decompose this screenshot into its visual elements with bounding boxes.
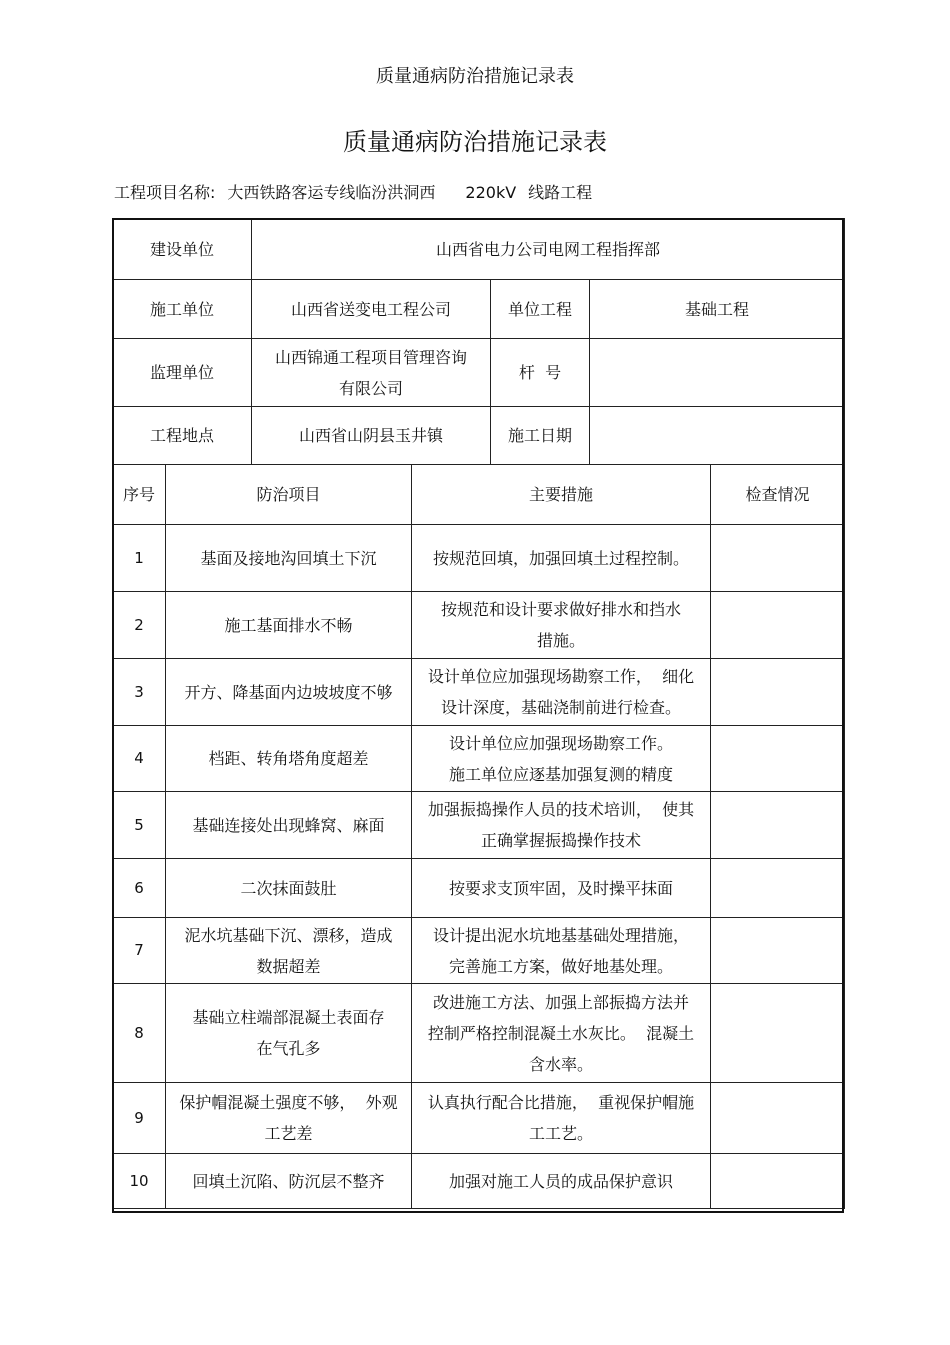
row-number: 10 xyxy=(113,1154,166,1209)
row-measure-line: 措施。 xyxy=(536,631,585,650)
row-number: 7 xyxy=(113,918,166,984)
table-row xyxy=(113,726,845,792)
supervisor-value xyxy=(252,339,491,407)
row-item-line: 档距、转角塔角度超差 xyxy=(208,749,369,768)
row-item xyxy=(166,1083,412,1154)
row-measure-line: 按要求支顶牢固，及时操平抹面 xyxy=(448,878,673,898)
column-header-item: 防治项目 xyxy=(166,465,412,525)
row-measure-line: 设计单位应加强现场勘察工作， 细化 xyxy=(427,667,695,686)
row-measure xyxy=(412,1083,711,1154)
row-measure xyxy=(412,984,711,1083)
document-header-title: 质量通病防治措施记录表 xyxy=(376,66,574,87)
date-value xyxy=(590,407,845,465)
row-measure xyxy=(412,859,711,918)
row-item-line: 基面及接地沟回填土下沉 xyxy=(200,548,377,568)
row-number: 2 xyxy=(113,592,166,659)
table-row xyxy=(113,1154,845,1209)
pole-label: 杆 号 xyxy=(491,339,590,407)
location-value: 山西省山阴县玉井镇 xyxy=(252,407,491,465)
construction-org-label: 建设单位 xyxy=(113,219,252,280)
row-measure-line: 完善施工方案，做好地基处理。 xyxy=(448,956,673,976)
row-check xyxy=(711,726,845,792)
row-measure-line: 认真执行配合比措施， 重视保护帽施 xyxy=(427,1093,695,1112)
row-item xyxy=(166,918,412,984)
unit-project-value: 基础工程 xyxy=(590,280,845,339)
row-measure-line: 改进施工方法、加强上部振捣方法并 xyxy=(432,992,689,1012)
row-measure xyxy=(412,592,711,659)
row-number: 5 xyxy=(113,792,166,859)
row-item xyxy=(166,859,412,918)
row-measure-line: 加强振捣操作人员的技术培训， 使其 xyxy=(427,800,695,819)
row-check xyxy=(711,1083,845,1154)
row-measure xyxy=(412,525,711,592)
row-measure-line: 含水率。 xyxy=(528,1054,593,1074)
table-row xyxy=(113,918,845,984)
row-check xyxy=(711,592,845,659)
project-info-table xyxy=(112,218,845,465)
pole-value xyxy=(590,339,845,407)
location-label: 工程地点 xyxy=(113,407,252,465)
row-number: 6 xyxy=(113,859,166,918)
row-item xyxy=(166,1154,412,1209)
row-item-line: 基础立柱端部混凝土表面存 xyxy=(192,1008,385,1027)
row-number: 4 xyxy=(113,726,166,792)
row-measure-line: 施工单位应逐基加强复测的精度 xyxy=(448,764,673,784)
row-item-line: 施工基面排水不畅 xyxy=(224,615,353,635)
supervisor-line: 有限公司 xyxy=(338,378,403,398)
project-voltage: 220kV xyxy=(465,183,517,202)
supervisor-label: 监理单位 xyxy=(113,339,252,407)
table-row xyxy=(113,525,845,592)
row-item-line: 工艺差 xyxy=(264,1124,313,1143)
row-item xyxy=(166,792,412,859)
column-header-measure: 主要措施 xyxy=(412,465,711,525)
builder-value: 山西省送变电工程公司 xyxy=(252,280,491,339)
table-header-row xyxy=(113,465,845,525)
row-item-line: 在气孔多 xyxy=(256,1039,321,1058)
row-measure-line: 控制严格控制混凝土水灰比。 混凝土 xyxy=(427,1023,695,1043)
row-number: 1 xyxy=(113,525,166,592)
builder-label: 施工单位 xyxy=(113,280,252,339)
row-measure-line: 正确掌握振捣操作技术 xyxy=(480,831,641,850)
project-name-label: 工程项目名称: xyxy=(114,183,216,202)
row-item xyxy=(166,659,412,726)
column-header-check: 检查情况 xyxy=(711,465,845,525)
table-row xyxy=(113,1083,845,1154)
row-item-line: 二次抹面鼓肚 xyxy=(240,878,337,898)
row-item xyxy=(166,592,412,659)
row-measure xyxy=(412,792,711,859)
row-item-line: 泥水坑基础下沉、漂移，造成 xyxy=(184,925,393,945)
project-name-line xyxy=(114,180,592,203)
date-label: 施工日期 xyxy=(491,407,590,465)
row-item-line: 回填土沉陷、防沉层不整齐 xyxy=(192,1171,385,1191)
row-check xyxy=(711,659,845,726)
row-item xyxy=(166,525,412,592)
row-measure-line: 加强对施工人员的成品保护意识 xyxy=(448,1171,673,1191)
measures-table xyxy=(112,464,845,1209)
row-measure-line: 设计深度，基础浇制前进行检查。 xyxy=(440,698,681,717)
row-measure-line: 工工艺。 xyxy=(528,1124,593,1143)
project-name-value: 大西铁路客运专线临汾洪洞西 xyxy=(227,183,436,202)
table-row xyxy=(113,792,845,859)
row-item xyxy=(166,984,412,1083)
row-check xyxy=(711,1154,845,1209)
row-measure-line: 按规范回填，加强回填土过程控制。 xyxy=(432,548,689,568)
row-check xyxy=(711,525,845,592)
page-title: 质量通病防治措施记录表 xyxy=(343,128,607,156)
project-type: 线路工程 xyxy=(528,183,593,202)
row-number: 9 xyxy=(113,1083,166,1154)
column-header-no: 序号 xyxy=(113,465,166,525)
row-check xyxy=(711,918,845,984)
construction-org-value: 山西省电力公司电网工程指挥部 xyxy=(252,219,845,280)
row-number: 3 xyxy=(113,659,166,726)
row-check xyxy=(711,792,845,859)
row-measure xyxy=(412,726,711,792)
row-measure-line: 设计单位应加强现场勘察工作。 xyxy=(448,733,673,753)
row-item-line: 基础连接处出现蜂窝、麻面 xyxy=(192,815,385,835)
row-measure xyxy=(412,659,711,726)
row-measure-line: 按规范和设计要求做好排水和挡水 xyxy=(440,600,681,619)
table-row xyxy=(113,859,845,918)
row-item xyxy=(166,726,412,792)
table-row xyxy=(113,659,845,726)
row-measure xyxy=(412,1154,711,1209)
row-check xyxy=(711,984,845,1083)
row-item-line: 开方、降基面内边坡坡度不够 xyxy=(184,682,393,702)
table-row xyxy=(113,592,845,659)
row-item-line: 数据超差 xyxy=(256,956,321,976)
row-measure xyxy=(412,918,711,984)
row-measure-line: 设计提出泥水坑地基基础处理措施， xyxy=(432,925,689,945)
row-number: 8 xyxy=(113,984,166,1083)
row-check xyxy=(711,859,845,918)
unit-project-label: 单位工程 xyxy=(491,280,590,339)
row-item-line: 保护帽混凝土强度不够， 外观 xyxy=(179,1093,398,1112)
supervisor-line: 山西锦通工程项目管理咨询 xyxy=(274,347,467,367)
table-row xyxy=(113,984,845,1083)
